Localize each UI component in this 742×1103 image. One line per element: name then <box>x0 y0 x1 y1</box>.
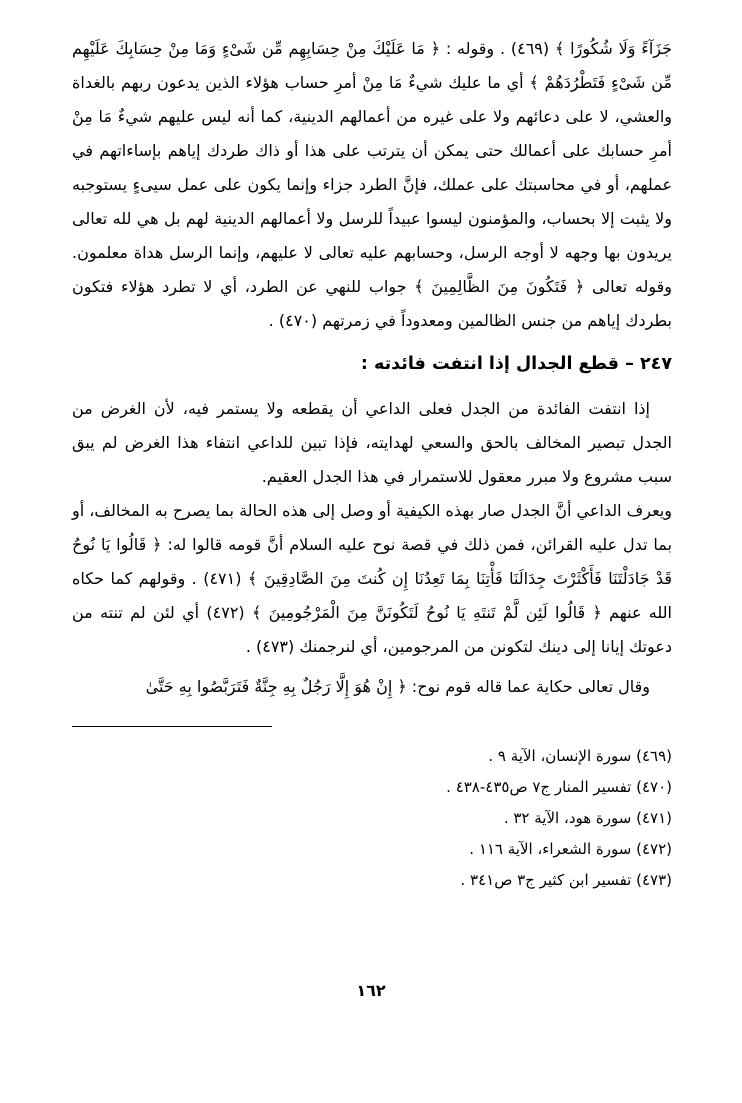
paragraph-1: جَزَآءً وَلَا شُكُورًا ﴾ (٤٦٩) . وقوله : ﴿ مَا عَلَيْكَ مِنْ حِسَابِهِم مِّن شَىْءٍ وَمَا مِنْ حِسَابِكَ عَلَيْهِم مِّن شَىْءٍ فَتَطْرُدَهُمْ ﴾ أي ما عليك شيءٌ مَا مِنْ أمرِ حساب هؤلاء الذين يدعون ربهم بالغداة والعشي، لا على دعائهم ولا على غيره من أعمالهم الدينية، كما أنه ليس عليهم شيءٌ مَا مِنْ أمرِ حسابك على أعمالك حتى يمكن أن يترتب على هذا أو ذاك طردك إياهم بإساءاتهم في عملهم، أو في محاسبتك على عملك، فإنَّ الطرد جزاء وإنما يكون على عمل سيىءٍ يستوجبه ولا يثبت إلا بحساب، والمؤمنون ليسوا عبيداً للرسل ولا أعمالهم الدينية لهم بل هي لله تعالى يريدون بها وجهه لا أوجه الرسل، وحسابهم عليه تعالى لا عليهم، وإنما الرسل هداة معلمون. وقوله تعالى ﴿ فَتَكُونَ مِنَ الظَّالِمِينَ ﴾ جواب للنهي عن الطرد، أي لا تطرد هؤلاء فتكون بطردك إياهم من جنس الظالمين ومعدوداً في زمرتهم (٤٧٠) . <box>72 39 672 330</box>
page-number: ١٦٢ <box>356 981 386 1000</box>
paragraph-2: إذا انتفت الفائدة من الجدل فعلى الداعي أن يقطعه ولا يستمر فيه، لأن الغرض من الجدل تبصير المخالف بالحق والسعي لهدايته، فإذا تبين للداعي انتفاء هذا الغرض لم يبق سبب مشروع ولا مبرر معقول للاستمرار في هذا الجدل العقيم. <box>72 399 672 486</box>
paragraph-4: وقال تعالى حكاية عما قاله قوم نوح: ﴿ إِنْ هُوَ إِلَّا رَجُلٌ بِهِ جِنَّةٌ فَتَرَبَّصُوا بِهِ حَتَّىٰ <box>145 677 650 696</box>
footnote-472: (٤٧٢) سورة الشعراء، الآية ١١٦ . <box>469 840 672 858</box>
page-body <box>72 32 672 896</box>
section-heading: ٢٤٧ – قطع الجدال إذا انتفت فائدته : <box>360 354 672 374</box>
footnote-divider <box>72 726 272 727</box>
paragraph-3: ويعرف الداعي أنَّ الجدل صار بهذه الكيفية أو وصل إلى هذه الحالة بما يصرح به المخالف، أو بما تدل عليه القرائن، فمن ذلك في قصة نوح عليه السلام أنَّ قومه قالوا له: ﴿ قَالُوا يَا نُوحُ قَدْ جَادَلْتَنَا فَأَكْثَرْتَ جِدَالَنَا فَأْتِنَا بِمَا تَعِدُنَا إِن كُنتَ مِنَ الصَّادِقِينَ ﴾ (٤٧١) . وقولهم كما حكاه الله عنهم ﴿ قَالُوا لَئِن لَّمْ تَنتَهِ يَا نُوحُ لَتَكُونَنَّ مِنَ الْمَرْجُومِينَ ﴾ (٤٧٢) أي لئن لم تنته من دعوتك إيانا إلى دينك لتكونن من المرجومين، أي لنرجمنك (٤٧٣) . <box>72 501 673 656</box>
footnote-469: (٤٦٩) سورة الإنسان، الآية ٩ . <box>488 747 672 765</box>
footnote-470: (٤٧٠) تفسير المنار ج٧ ص٤٣٥-٤٣٨ . <box>446 778 672 796</box>
footnote-471: (٤٧١) سورة هود، الآية ٣٢ . <box>503 809 672 827</box>
footnote-473: (٤٧٣) تفسير ابن كثير ج٣ ص٣٤١ . <box>460 871 672 889</box>
footnotes <box>72 741 672 896</box>
